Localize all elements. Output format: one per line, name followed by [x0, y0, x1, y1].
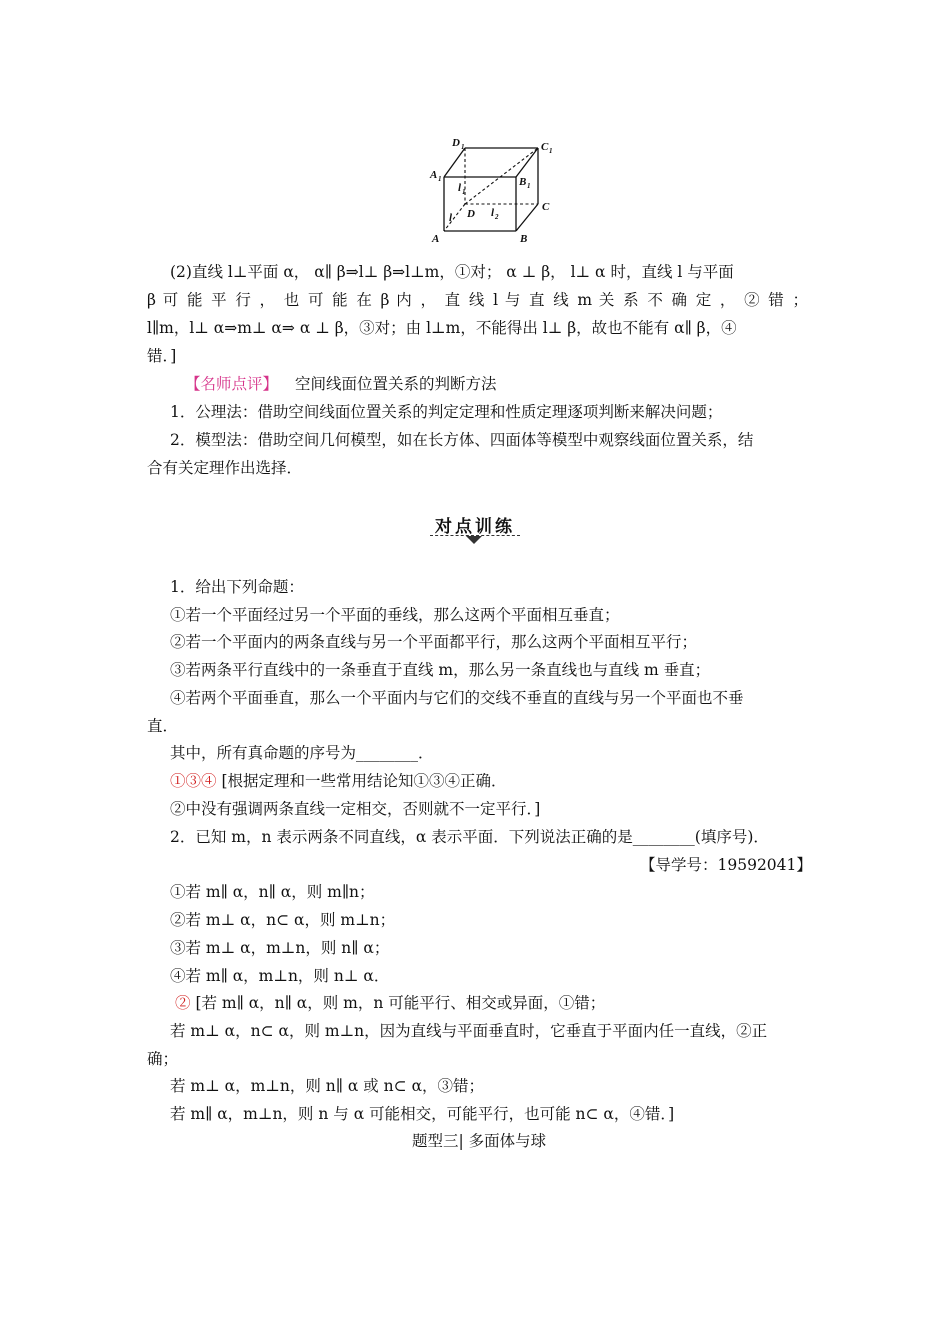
q2-item-4: ④若 m∥ α，m⊥n，则 n⊥ α．	[170, 967, 390, 985]
tip-title: 空间线面位置关系的判断方法	[294, 375, 497, 393]
q2-answer: ②	[175, 994, 191, 1012]
label-b1-sub: 1	[527, 182, 531, 190]
q2-explain-4: 若 m∥ α，m⊥n，则 n 与 α 可能相交，可能平行，也可能 n⊂ α，④错．]	[170, 1105, 675, 1123]
label-c: C	[542, 201, 550, 213]
label-d: D	[467, 208, 475, 220]
q2-stem: 2．已知 m，n 表示两条不同直线，α 表示平面．下列说法正确的是________(填序号)．	[170, 828, 769, 846]
tip-item-2: 2．模型法：借助空间几何模型，如在长方体、四面体等模型中观察线面位置关系，结	[170, 431, 754, 449]
label-b1: B	[519, 176, 527, 188]
label-l2-sub: 2	[495, 213, 499, 221]
para2-line2: β 可 能 平 行 ， 也 可 能 在 β 内 ， 直 线 l 与 直 线 m 关 系 不 确 定 ， ② 错 ；	[147, 291, 808, 309]
q2-explain-1: [若 m∥ α，n∥ α，则 m，n 可能平行、相交或异面，①错；	[190, 994, 606, 1012]
label-c1: C	[541, 141, 549, 153]
cuboid-figure	[420, 130, 570, 248]
label-b: B	[520, 233, 528, 245]
label-d1-sub: 1	[461, 143, 465, 151]
label-a: A	[432, 233, 440, 245]
para2-line4: 错．]	[147, 347, 177, 365]
label-d1: D	[452, 137, 460, 149]
q2-explain-2: 若 m⊥ α，n⊂ α，则 m⊥n，因为直线与平面垂直时，它垂直于平面内任一直线，②正	[170, 1022, 768, 1040]
q1-explain-1: [根据定理和一些常用结论知①③④正确．	[216, 772, 507, 790]
label-a1: A	[430, 169, 438, 181]
q2-item-2: ②若 m⊥ α，n⊂ α，则 m⊥n；	[170, 911, 396, 929]
q2-item-3: ③若 m⊥ α，m⊥n，则 n∥ α；	[170, 939, 390, 957]
label-c1-sub: 1	[549, 147, 553, 155]
para2-line3: l∥m，l⊥ α⇒m⊥ α⇒ α ⊥ β，③对；由 l⊥m，不能得出 l⊥ β，故也不能有 α∥ β，④	[147, 319, 737, 337]
q1-item-4: ④若两个平面垂直，那么一个平面内与它们的交线不垂直的直线与另一个平面也不垂	[170, 689, 744, 707]
tip-item-2-cont: 合有关定理作出选择．	[147, 459, 303, 477]
q1-ask: 其中，所有真命题的序号为________．	[170, 744, 434, 762]
q1-item-3: ③若两条平行直线中的一条垂直于直线 m，那么另一条直线也与直线 m 垂直；	[170, 661, 711, 679]
next-section-title: 题型三| 多面体与球	[412, 1132, 547, 1150]
q1-answer: ①③④	[170, 772, 217, 790]
label-l1-sub: 1	[462, 188, 466, 196]
q2-explain-2-cont: 确；	[147, 1050, 179, 1068]
para2-line1: (2)直线 l⊥平面 α， α∥ β⇒l⊥ β⇒l⊥m，①对； α ⊥ β， l⊥ α 时，直线 l 与平面	[170, 263, 734, 281]
q1-item-4-cont: 直．	[147, 717, 179, 735]
label-a1-sub: 1	[438, 175, 442, 183]
tip-header	[185, 374, 496, 394]
q1-item-1: ①若一个平面经过另一个平面的垂线，那么这两个平面相互垂直；	[170, 606, 620, 624]
label-l1: l	[458, 182, 462, 194]
q1-explain-2: ②中没有强调两条直线一定相交，否则就不一定平行．]	[170, 800, 541, 818]
q2-guide-number: 【导学号：19592041】	[640, 856, 812, 874]
chevron-down-icon	[466, 536, 482, 544]
label-l: l	[449, 212, 453, 224]
section-heading: 对点训练	[435, 517, 515, 537]
tip-item-1: 1．公理法：借助空间线面位置关系的判定定理和性质定理逐项判断来解决问题；	[170, 403, 723, 421]
tip-tag: 【名师点评】	[185, 375, 279, 393]
q2-explain-3: 若 m⊥ α，m⊥n，则 n∥ α 或 n⊂ α，③错；	[170, 1077, 485, 1095]
q1-stem: 1．给出下列命题：	[170, 578, 304, 596]
label-l2: l	[491, 207, 495, 219]
q1-item-2: ②若一个平面内的两条直线与另一个平面都平行，那么这两个平面相互平行；	[170, 633, 698, 651]
q2-item-1: ①若 m∥ α，n∥ α，则 m∥n；	[170, 883, 375, 901]
q2-answer-line	[175, 993, 605, 1013]
q1-answer-line	[170, 771, 507, 791]
